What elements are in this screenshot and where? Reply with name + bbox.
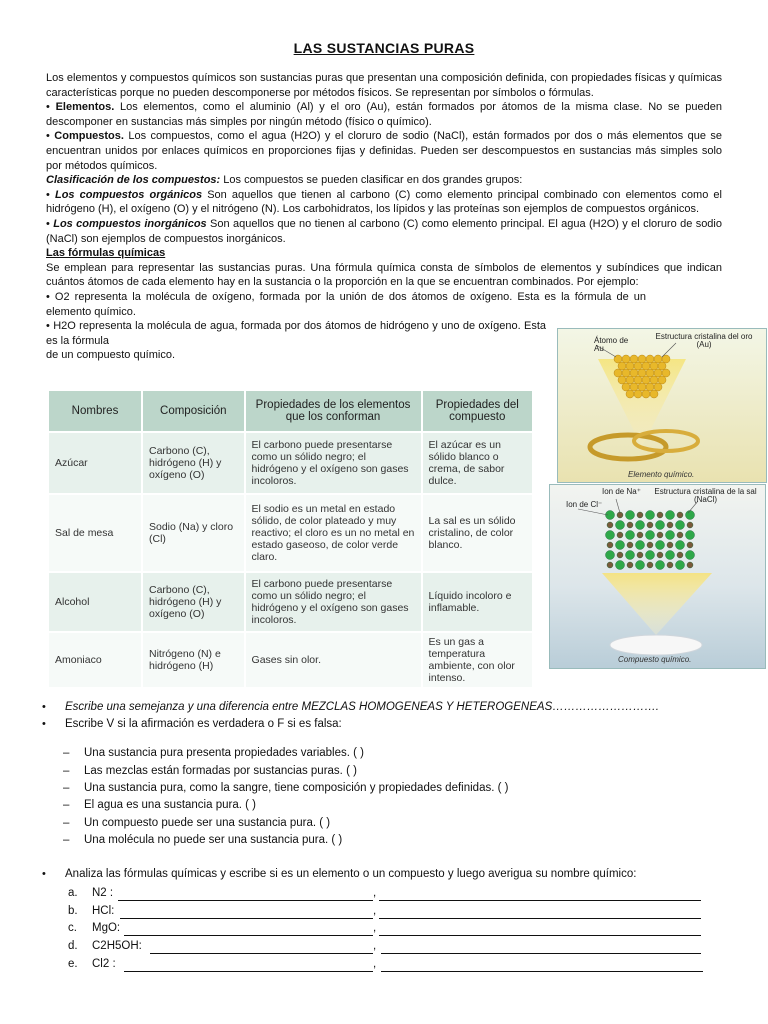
comma: , — [373, 887, 377, 899]
row-composition: Carbono (C), hidrógeno (H) y oxígeno (O) — [142, 432, 245, 494]
dash: – — [63, 817, 70, 829]
answer-line[interactable] — [379, 900, 701, 901]
salt-caption: Compuesto químico. — [618, 655, 692, 664]
formula-label: HCl: — [92, 905, 115, 917]
comma: , — [373, 905, 377, 917]
compuestos-paragraph: • Compuestos. Los compuestos, como el agua (H2O) y el cloruro de sodio (NaCl), están formados por dos o más elementos que se encuentran unidos por enlaces químicos en proporciones fijas y definidas. Pueden ser descompuestos en sustancias más simples solo por métodos químicos. — [46, 130, 722, 172]
inorganicos-label: Los compuestos inorgánicos — [53, 217, 207, 230]
formula-label: N2 : — [92, 887, 114, 899]
answer-line[interactable] — [381, 953, 701, 954]
intro-paragraph: Los elementos y compuestos químicos son sustancias puras que presentan una composición definida, con propiedades físicas y químicas características porque no pueden descomponerse por métodos físicos. Se representan por símbolos o fórmulas. — [46, 72, 722, 99]
answer-line[interactable] — [120, 918, 373, 919]
row-name: Sal de mesa — [49, 494, 142, 572]
gold-structure-label: Estructura cristalina del oro (Au) — [655, 332, 753, 349]
formulas-paragraph: Se emplean para representar las sustancias puras. Una fórmula química consta de símbolos de elementos y subíndices que indican cuántos átomos de cada elemento hay en la sustancia o la proporción en la que se encuentran combinados. Por ejemplo: — [46, 261, 722, 289]
salt-cl-label: Ion de Cl⁻ — [566, 500, 603, 509]
row-name: Alcohol — [49, 572, 142, 632]
gold-crystal-icon — [558, 329, 766, 482]
vf-item-6: Una molécula no puede ser una sustancia pura. ( ) — [84, 834, 343, 846]
vf-item-2: Las mezclas están formadas por sustancias puras. ( ) — [84, 765, 357, 777]
gold-caption: Elemento químico. — [628, 470, 695, 479]
salt-na-label: Ion de Na⁺ — [602, 487, 641, 496]
dash: – — [63, 782, 70, 794]
row-composition: Sodio (Na) y cloro (Cl) — [142, 494, 245, 572]
answer-line[interactable] — [381, 971, 703, 972]
dash: – — [63, 765, 70, 777]
answer-line[interactable] — [379, 935, 701, 936]
organicos-label: Los compuestos orgánicos — [54, 188, 203, 201]
formula-label: Cl2 : — [92, 958, 116, 970]
vf-item-4: El agua es una sustancia pura. ( ) — [84, 799, 256, 811]
answer-line[interactable] — [124, 935, 373, 936]
formula-label: C2H5OH: — [92, 940, 142, 952]
vf-item-5: Un compuesto puede ser una sustancia pura. ( ) — [84, 817, 331, 829]
vf-item-3: Una sustancia pura, como la sangre, tiene composición y propiedades definidas. ( ) — [84, 782, 509, 794]
h2o-paragraph-end: de un compuesto químico. — [46, 349, 176, 362]
formula-label: MgO: — [92, 922, 121, 934]
table-row — [49, 432, 533, 494]
dash: – — [63, 747, 70, 759]
table-row — [49, 494, 533, 572]
intro-section — [46, 71, 722, 363]
o2-paragraph: • O2 representa la molécula de oxígeno, formada por la unión de dos átomos de oxígeno. Esta es la fórmula de un elemento químico. — [46, 290, 646, 318]
salt-compound-illustration — [549, 484, 766, 669]
row-compound-properties: Líquido incoloro e inflamable. — [422, 572, 533, 632]
row-composition: Nitrógeno (N) e hidrógeno (H) — [142, 632, 245, 687]
formulas-heading — [46, 246, 722, 261]
question-2: Escribe V si la afirmación es verdadera o F si es falsa: — [65, 718, 342, 730]
bullet-q1: • — [42, 701, 46, 713]
comma: , — [373, 940, 377, 952]
formula-letter: c. — [68, 922, 77, 934]
row-compound-properties: La sal es un sólido cristalino, de color blanco. — [422, 494, 533, 572]
header-propiedades-compuesto: Propiedades del compuesto — [422, 391, 533, 432]
page-title: LAS SUSTANCIAS PURAS — [293, 40, 475, 56]
elementos-label: Elementos. — [55, 101, 115, 114]
compuestos-label: Compuestos. — [54, 130, 124, 143]
row-composition: Carbono (C), hidrógeno (H) y oxígeno (O) — [142, 572, 245, 632]
row-compound-properties: El azúcar es un sólido blanco o crema, de sabor dulce. — [422, 432, 533, 494]
compuestos-text: Los compuestos, como el agua (H2O) y el cloruro de sodio (NaCl), están formados por dos o más elementos que se encuentran unidos por enlaces químicos en proporciones fijas y definidas. Pueden ser descompuestos en sustancias más simples solo por métodos químicos. — [46, 130, 722, 172]
elementos-text: Los elementos, como el aluminio (Al) y el oro (Au), están formados por átomos de la misma clase. No se pueden descomponer en sustancias más simples por ningún método (físico o químico). — [46, 101, 722, 128]
row-element-properties: El carbono puede presentarse como un sólido negro; el hidrógeno y el oxígeno son gases incoloros. — [245, 432, 422, 494]
salt-crystal-icon — [550, 485, 765, 668]
gold-atom-label: Átomo de Au — [594, 336, 629, 353]
header-propiedades-elementos: Propiedades de los elementos que los conforman — [245, 391, 422, 432]
answer-line[interactable] — [150, 953, 373, 954]
clasificacion-text: Los compuestos se pueden clasificar en dos grandes grupos: — [220, 174, 523, 187]
comma: , — [373, 922, 377, 934]
header-nombres: Nombres — [49, 391, 142, 432]
row-element-properties: Gases sin olor. — [245, 632, 422, 687]
row-element-properties: El carbono puede presentarse como un sólido negro; el hidrógeno y el oxígeno son gases incoloros. — [245, 572, 422, 632]
properties-table — [49, 391, 534, 687]
question-3: Analiza las fórmulas químicas y escribe si es un elemento o un compuesto y luego averigua su nombre químico: — [65, 868, 637, 880]
answer-line[interactable] — [124, 971, 373, 972]
vf-item-1: Una sustancia pura presenta propiedades variables. ( ) — [84, 747, 364, 759]
gold-element-illustration — [557, 328, 767, 483]
salt-structure-label: Estructura cristalina de la sal (NaCl) — [654, 487, 757, 504]
formula-letter: b. — [68, 905, 78, 917]
elementos-paragraph: • Elementos. Los elementos, como el aluminio (Al) y el oro (Au), están formados por átomos de la misma clase. No se pueden descomponer en sustancias más simples por ningún método (físico o químico). — [46, 101, 722, 128]
inorganicos-text: Son aquellos que no tienen al carbono (C) como elemento principal. El agua (H2O) y el cloruro de sodio (NaCl) son ejemplos de compuestos inorgánicos. — [46, 217, 722, 245]
formulas-heading-text: Las fórmulas químicas — [46, 247, 166, 260]
h2o-paragraph: • H2O representa la molécula de agua, formada por dos átomos de hidrógeno y uno de oxígeno. Esta es la fórmula — [46, 320, 546, 347]
answer-line[interactable] — [118, 900, 373, 901]
clasificacion-paragraph — [46, 173, 722, 188]
table-header-row — [49, 391, 533, 432]
formula-letter: e. — [68, 958, 78, 970]
question-1: Escribe una semejanza y una diferencia entre MEZCLAS HOMOGENEAS Y HETEROGENEAS………………………. — [65, 701, 659, 713]
row-compound-properties: Es un gas a temperatura ambiente, con olor intenso. — [422, 632, 533, 687]
header-composicion: Composición — [142, 391, 245, 432]
row-element-properties: El sodio es un metal en estado sólido, de color plateado y muy reactivo; el cloro es un no metal en estado gaseoso, de color verde claro. — [245, 494, 422, 572]
dash: – — [63, 834, 70, 846]
clasificacion-label: Clasificación de los compuestos: — [46, 174, 221, 187]
answer-line[interactable] — [379, 918, 701, 919]
dash: – — [63, 799, 70, 811]
row-name: Amoniaco — [49, 632, 142, 687]
table-row — [49, 572, 533, 632]
inorganicos-paragraph: • Los compuestos inorgánicos Son aquellos que no tienen al carbono (C) como elemento principal. El agua (H2O) y el cloruro de sodio (NaCl) son ejemplos de compuestos inorgánicos. — [46, 217, 722, 245]
bullet-q3: • — [42, 868, 46, 880]
bullet-q2: • — [42, 718, 46, 730]
row-name: Azúcar — [49, 432, 142, 494]
formula-letter: a. — [68, 887, 78, 899]
table-row — [49, 632, 533, 687]
formula-letter: d. — [68, 940, 78, 952]
organicos-paragraph: • Los compuestos orgánicos Son aquellos que tienen al carbono (C) como elemento principal combinado con elementos como el hidrógeno (H), el oxígeno (O) y el nitrógeno (N). Los carbohidratos, los lípidos y las proteínas son ejemplos de compuestos orgánicos. — [46, 188, 722, 216]
comma: , — [373, 958, 377, 970]
organicos-text: Son aquellos que tienen al carbono (C) como elemento principal combinado con elementos como el hidrógeno (H), el oxígeno (O) y el nitrógeno (N). Los carbohidratos, los lípidos y las proteínas son ejemplos de compuestos orgánicos. — [46, 188, 722, 216]
